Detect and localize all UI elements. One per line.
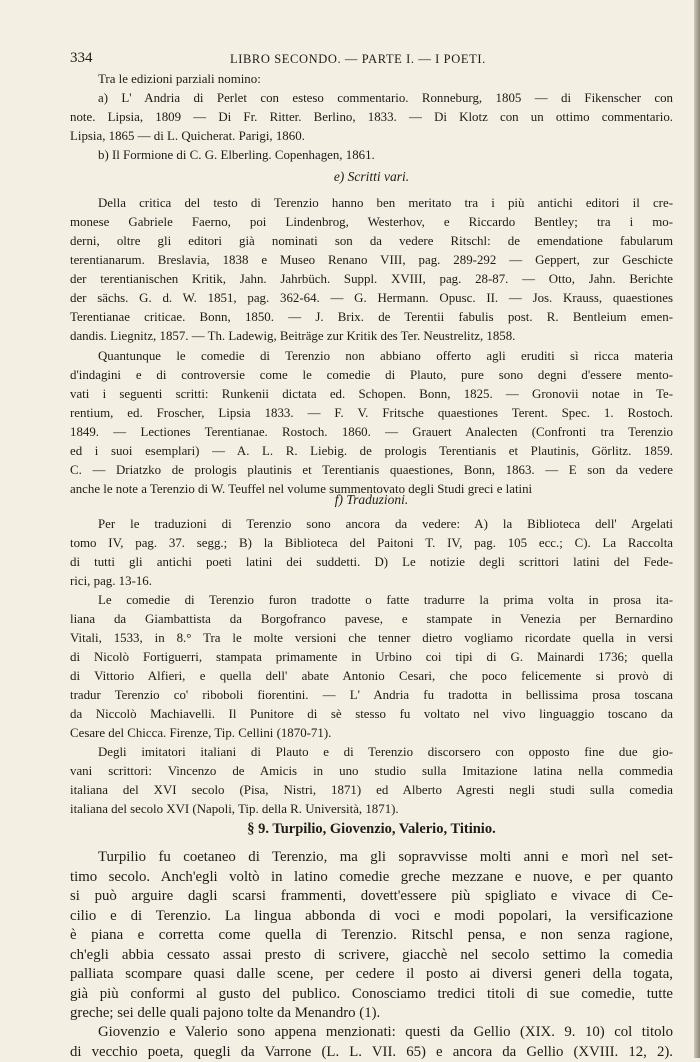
text-line: Le comedie di Terenzio furon tradotte o fatte tradurre la prima volta in prosa ita- <box>70 591 673 610</box>
text-line: b) Il Formione di C. G. Elberling. Copenhagen, 1861. <box>70 146 673 165</box>
editions-paragraph <box>70 70 673 165</box>
page-header <box>70 50 672 68</box>
text-line: ed i suoi esemplari) — A. L. R. Liebig. de prologis Terentianis et Plautinis, Görlitz. 1859. <box>70 442 673 461</box>
text-line: C. — Driatzko de prologis plautinis et Terentianis quaestiones, Bonn, 1863. — E son da vedere <box>70 461 673 480</box>
page-edge <box>694 0 700 1058</box>
critica-paragraph <box>70 194 673 346</box>
subheading-scritti-vari: e) Scritti vari. <box>70 168 673 186</box>
text-line: 1849. — Lectiones Terentianae. Rostoch. 1860. — Grauert Analecten (Confronti tra Terenzio <box>70 423 673 442</box>
text-line: Quantunque le comedie di Terenzio non abbiano offerto agli eruditi sì ricca materia <box>70 347 673 366</box>
text-line: da Niccolò Machiavelli. Il Punitore di sè stesso fu voltato nel vivo linguaggio toscano da <box>70 705 673 724</box>
text-line: Per le traduzioni di Terenzio sono ancora da vedere: A) la Biblioteca dell' Argelati <box>70 515 673 534</box>
text-line: palliata scompare quasi dalle scene, per cedere il posto ai diversi generi della togata, <box>70 965 673 985</box>
text-line: ch'egli abbia cessato assai presto di scrivere, giacchè nel secolo settimo la comedia <box>70 946 673 966</box>
text-line: der terentianischen Kritik, Jahn. Jahrbüch. Suppl. XVIII, pag. 28-87. — Otto, Jahn. Berichte <box>70 270 673 289</box>
text-line: vati i seguenti scritti: Runkenii dictata ed. Schopen. Bonn, 1825. — Gronovii notae in Te- <box>70 385 673 404</box>
text-line: greche; sei delle quali pajono tolte da Menandro (1). <box>70 1004 673 1024</box>
giovenzio-paragraph <box>70 1023 673 1062</box>
page-number: 334 <box>70 50 93 67</box>
section-title: § 9. Turpilio, Giovenzio, Valerio, Titinio. <box>70 820 673 838</box>
turpilio-paragraph <box>70 848 673 1024</box>
text-line: liana da Giambattista da Borgofranco pavese, e stampate in Venezia per Bernardino <box>70 610 673 629</box>
traduzioni-paragraph <box>70 515 673 591</box>
text-line: di Vittorio Alfieri, e quella dell' abate Antonio Cesari, che poco felicemente si provò di <box>70 667 673 686</box>
text-line: Tra le edizioni parziali nomino: <box>70 70 673 89</box>
text-line: Terentianae criticae. Bonn, 1850. — J. Brix. de Terentii fabulis post. R. Bentleium emen- <box>70 308 673 327</box>
text-line: Cesare del Chicca. Firenze, Tip. Cellini (1870-71). <box>70 724 673 743</box>
text-line: già più conformi al gusto del publico. Conosciamo tredici titoli di sue comedie, tutte <box>70 985 673 1005</box>
text-line: der sächs. G. d. W. 1851, pag. 362-64. — G. Hermann. Opusc. II. — Jos. Krauss, quaestiones <box>70 289 673 308</box>
text-line: note. Lipsia, 1809 — Di Fr. Ritter. Berlino, 1833. — Di Klotz con un ottimo commentario. <box>70 108 673 127</box>
text-line: Turpilio fu coetaneo di Terenzio, ma gli sopravvisse molti anni e morì nel set- <box>70 848 673 868</box>
subheading-traduzioni: f) Traduzioni. <box>70 491 673 509</box>
text-line: dandis. Liegnitz, 1857. — Th. Ladewig, Beiträge zur Kritik des Ter. Neustrelitz, 1858. <box>70 327 673 346</box>
text-line: monese Gabriele Faerno, poi Lindenbrog, Westerhov, e Riccardo Bentley; tra i mo- <box>70 213 673 232</box>
text-line: è piana e corretta come quella di Terenzio. Ritschl pensa, e non senza ragione, <box>70 926 673 946</box>
text-line: di vecchio poeta, quegli da Varrone (L. L. VII. 65) e ancora da Gellio (XVIII. 12, 2). <box>70 1043 673 1062</box>
text-line: vani scrittori: Vincenzo de Amicis in uno studio sulla Imitazione latina nella commedia <box>70 762 673 781</box>
text-line: rici, pag. 13-16. <box>70 572 673 591</box>
text-line: Giovenzio e Valerio sono appena menzionati: questi da Gellio (XIX. 9. 10) col titolo <box>70 1023 673 1043</box>
text-line: d'indagini e di controversie come le comedie di Plauto, pure sono degni d'essere mento- <box>70 366 673 385</box>
text-line: Della critica del testo di Terenzio hanno ben meritato tra i più antichi editori il cre- <box>70 194 673 213</box>
text-line: di Nicolò Fortiguerri, stampata primamente in Urbino coi tipi di G. Mainardi 1736; quella <box>70 648 673 667</box>
text-line: timo secolo. Anch'egli voltò in latino comedie greche mezzane e nuove, e per quanto <box>70 868 673 888</box>
text-line: derni, oltre gli editori già nominati son da vedere Ritschl: de emendatione fabularum <box>70 232 673 251</box>
text-line: italiana del XVI secolo (Pisa, Nistri, 1871) ed Alberto Agresti negli studi sulla comedia <box>70 781 673 800</box>
quantunque-paragraph <box>70 347 673 499</box>
comedie-paragraph <box>70 591 673 743</box>
text-line: di tutti gli antichi poeti latini dei suddetti. D) Le notizie degli scrittori latini del Fede- <box>70 553 673 572</box>
imitatori-paragraph <box>70 743 673 819</box>
text-line: Lipsia, 1865 — di L. Quicherat. Parigi, 1860. <box>70 127 673 146</box>
text-line: italiana del secolo XVI (Napoli, Tip. della R. Università, 1871). <box>70 800 673 819</box>
text-line: a) L' Andria di Perlet con esteso commentario. Ronneburg, 1805 — di Fikenscher con <box>70 89 673 108</box>
running-title: LIBRO SECONDO. — PARTE I. — I POETI. <box>230 52 486 67</box>
text-line: cilio e di Terenzio. La lingua abbonda di voci e modi popolari, la versificazione <box>70 907 673 927</box>
text-line: terentianarum. Breslavia, 1838 e Museo Renano VIII, pag. 289-292 — Geppert, zur Geschicte <box>70 251 673 270</box>
text-line: tradur Terenzio co' riboboli fiorentini. — L' Andria fu tradotta in bellissima prosa toscana <box>70 686 673 705</box>
text-line: Degli imitatori italiani di Plauto e di Terenzio discorsero con opposto fine due gio- <box>70 743 673 762</box>
text-line: si può arguire dagli scarsi frammenti, dovett'essere più spigliato e vivace di Ce- <box>70 887 673 907</box>
text-line: Vitali, 1533, in 8.° Tra le molte versioni che tenner dietro vogliamo ricordate quella in versi <box>70 629 673 648</box>
text-line: tomo IV, pag. 37. segg.; B) la Biblioteca del Paitoni T. IV, pag. 105 ecc.; C). La Raccolta <box>70 534 673 553</box>
text-line: anche le note a Terenzio di W. Teuffel nel volume summentovato degli Studi greci e latini <box>70 480 673 499</box>
text-line: rentium, ed. Froscher, Lipsia 1833. — F. V. Fritsche quaestiones Terent. Spec. 1. Rostoch. <box>70 404 673 423</box>
